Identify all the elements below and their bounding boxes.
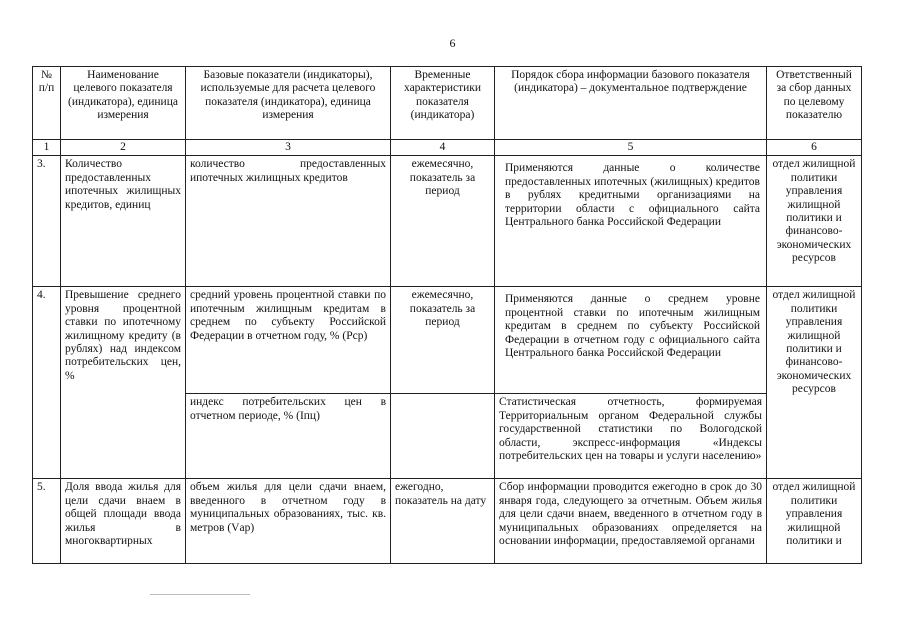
header-time-characteristics: Временные характеристики показателя (индикатора) — [391, 67, 495, 140]
time-characteristic: ежемесячно, показатель за период — [391, 156, 495, 287]
page-number: 6 — [449, 36, 456, 50]
column-number: 2 — [61, 140, 186, 156]
time-characteristic: ежемесячно, показатель за период — [391, 287, 495, 394]
base-indicator: объем жилья для цели сдачи внаем, введенного в отчетном году в муниципальных образованиях, тыс. кв. метров (Vар) — [186, 479, 391, 564]
header-collection-procedure: Порядок сбора информации базового показателя (индикатора) – документальное подтверждение — [495, 67, 767, 140]
header-base-indicators: Базовые показатели (индикаторы), используемые для расчета целевого показателя (индикатора), единица измерения — [186, 67, 391, 140]
base-indicator: средний уровень процентной ставки по ипотечным жилищным кредитам в среднем по субъекту Российской Федерации в отчетном году, % (Рср) — [186, 287, 391, 394]
collection-procedure-text: Применяются данные о количестве предоставленных ипотечных (жилищных) кредитов в рублях кредитными организациями на территории области с официального сайта Центрального банка Российской Федерации — [505, 162, 760, 229]
collection-procedure: Статистическая отчетность, формируемая Территориальным органом Федеральной службы государственной статистики по Вологодской области, экспресс-информация «Индексы потребительских цен на товары и услуги населению» — [495, 394, 767, 479]
collection-procedure — [495, 287, 767, 394]
collection-procedure: Сбор информации проводится ежегодно в срок до 30 января года, следующего за отчетным. Объем жилья для цели сдачи внаем, введенного в отчетном году в муниципальных образованиях определяется на основании информации, предоставляемой органами — [495, 479, 767, 564]
row-number: 4. — [33, 287, 61, 479]
row-number: 5. — [33, 479, 61, 564]
responsible: отдел жилищной политики управления жилищной политики и финансово-экономических ресурсов — [767, 287, 862, 479]
indicator-name: Превышение среднего уровня процентной ставки по ипотечному жилищному кредиту (в рублях) над индексом потребительских цен, % — [61, 287, 186, 479]
column-number: 5 — [495, 140, 767, 156]
table-header-row — [33, 67, 862, 140]
time-characteristic — [391, 394, 495, 479]
row-number: 3. — [33, 156, 61, 287]
header-number: № п/п — [33, 67, 61, 140]
column-number: 6 — [767, 140, 862, 156]
collection-procedure — [495, 156, 767, 287]
column-number: 3 — [186, 140, 391, 156]
table-row — [33, 156, 862, 287]
footnote-separator — [150, 594, 250, 595]
base-indicator: индекс потребительских цен в отчетном периоде, % (Iпц) — [186, 394, 391, 479]
table-row — [33, 287, 862, 394]
responsible: отдел жилищной политики управления жилищной политики и — [767, 479, 862, 564]
responsible: отдел жилищной политики управления жилищной политики и финансово-экономических ресурсов — [767, 156, 862, 287]
column-number: 4 — [391, 140, 495, 156]
collection-procedure-text: Применяются данные о среднем уровне процентной ставки по ипотечным жилищным кредитам в среднем по субъекту Российской Федерации в отчетном году с официального сайта Центрального банка Российской Федерации — [505, 293, 760, 360]
column-number-row — [33, 140, 862, 156]
column-number: 1 — [33, 140, 61, 156]
base-indicator: количество предоставленных ипотечных жилищных кредитов — [186, 156, 391, 287]
indicator-name: Доля ввода жилья для цели сдачи внаем в общей площади ввода жилья в многоквартирных — [61, 479, 186, 564]
header-indicator-name: Наименование целевого показателя (индикатора), единица измерения — [61, 67, 186, 140]
header-responsible: Ответственный за сбор данных по целевому показателю — [767, 67, 862, 140]
indicators-table — [32, 66, 862, 564]
time-characteristic: ежегодно, показатель на дату — [391, 479, 495, 564]
table-row — [33, 479, 862, 564]
indicator-name: Количество предоставленных ипотечных жилищных кредитов, единиц — [61, 156, 186, 287]
